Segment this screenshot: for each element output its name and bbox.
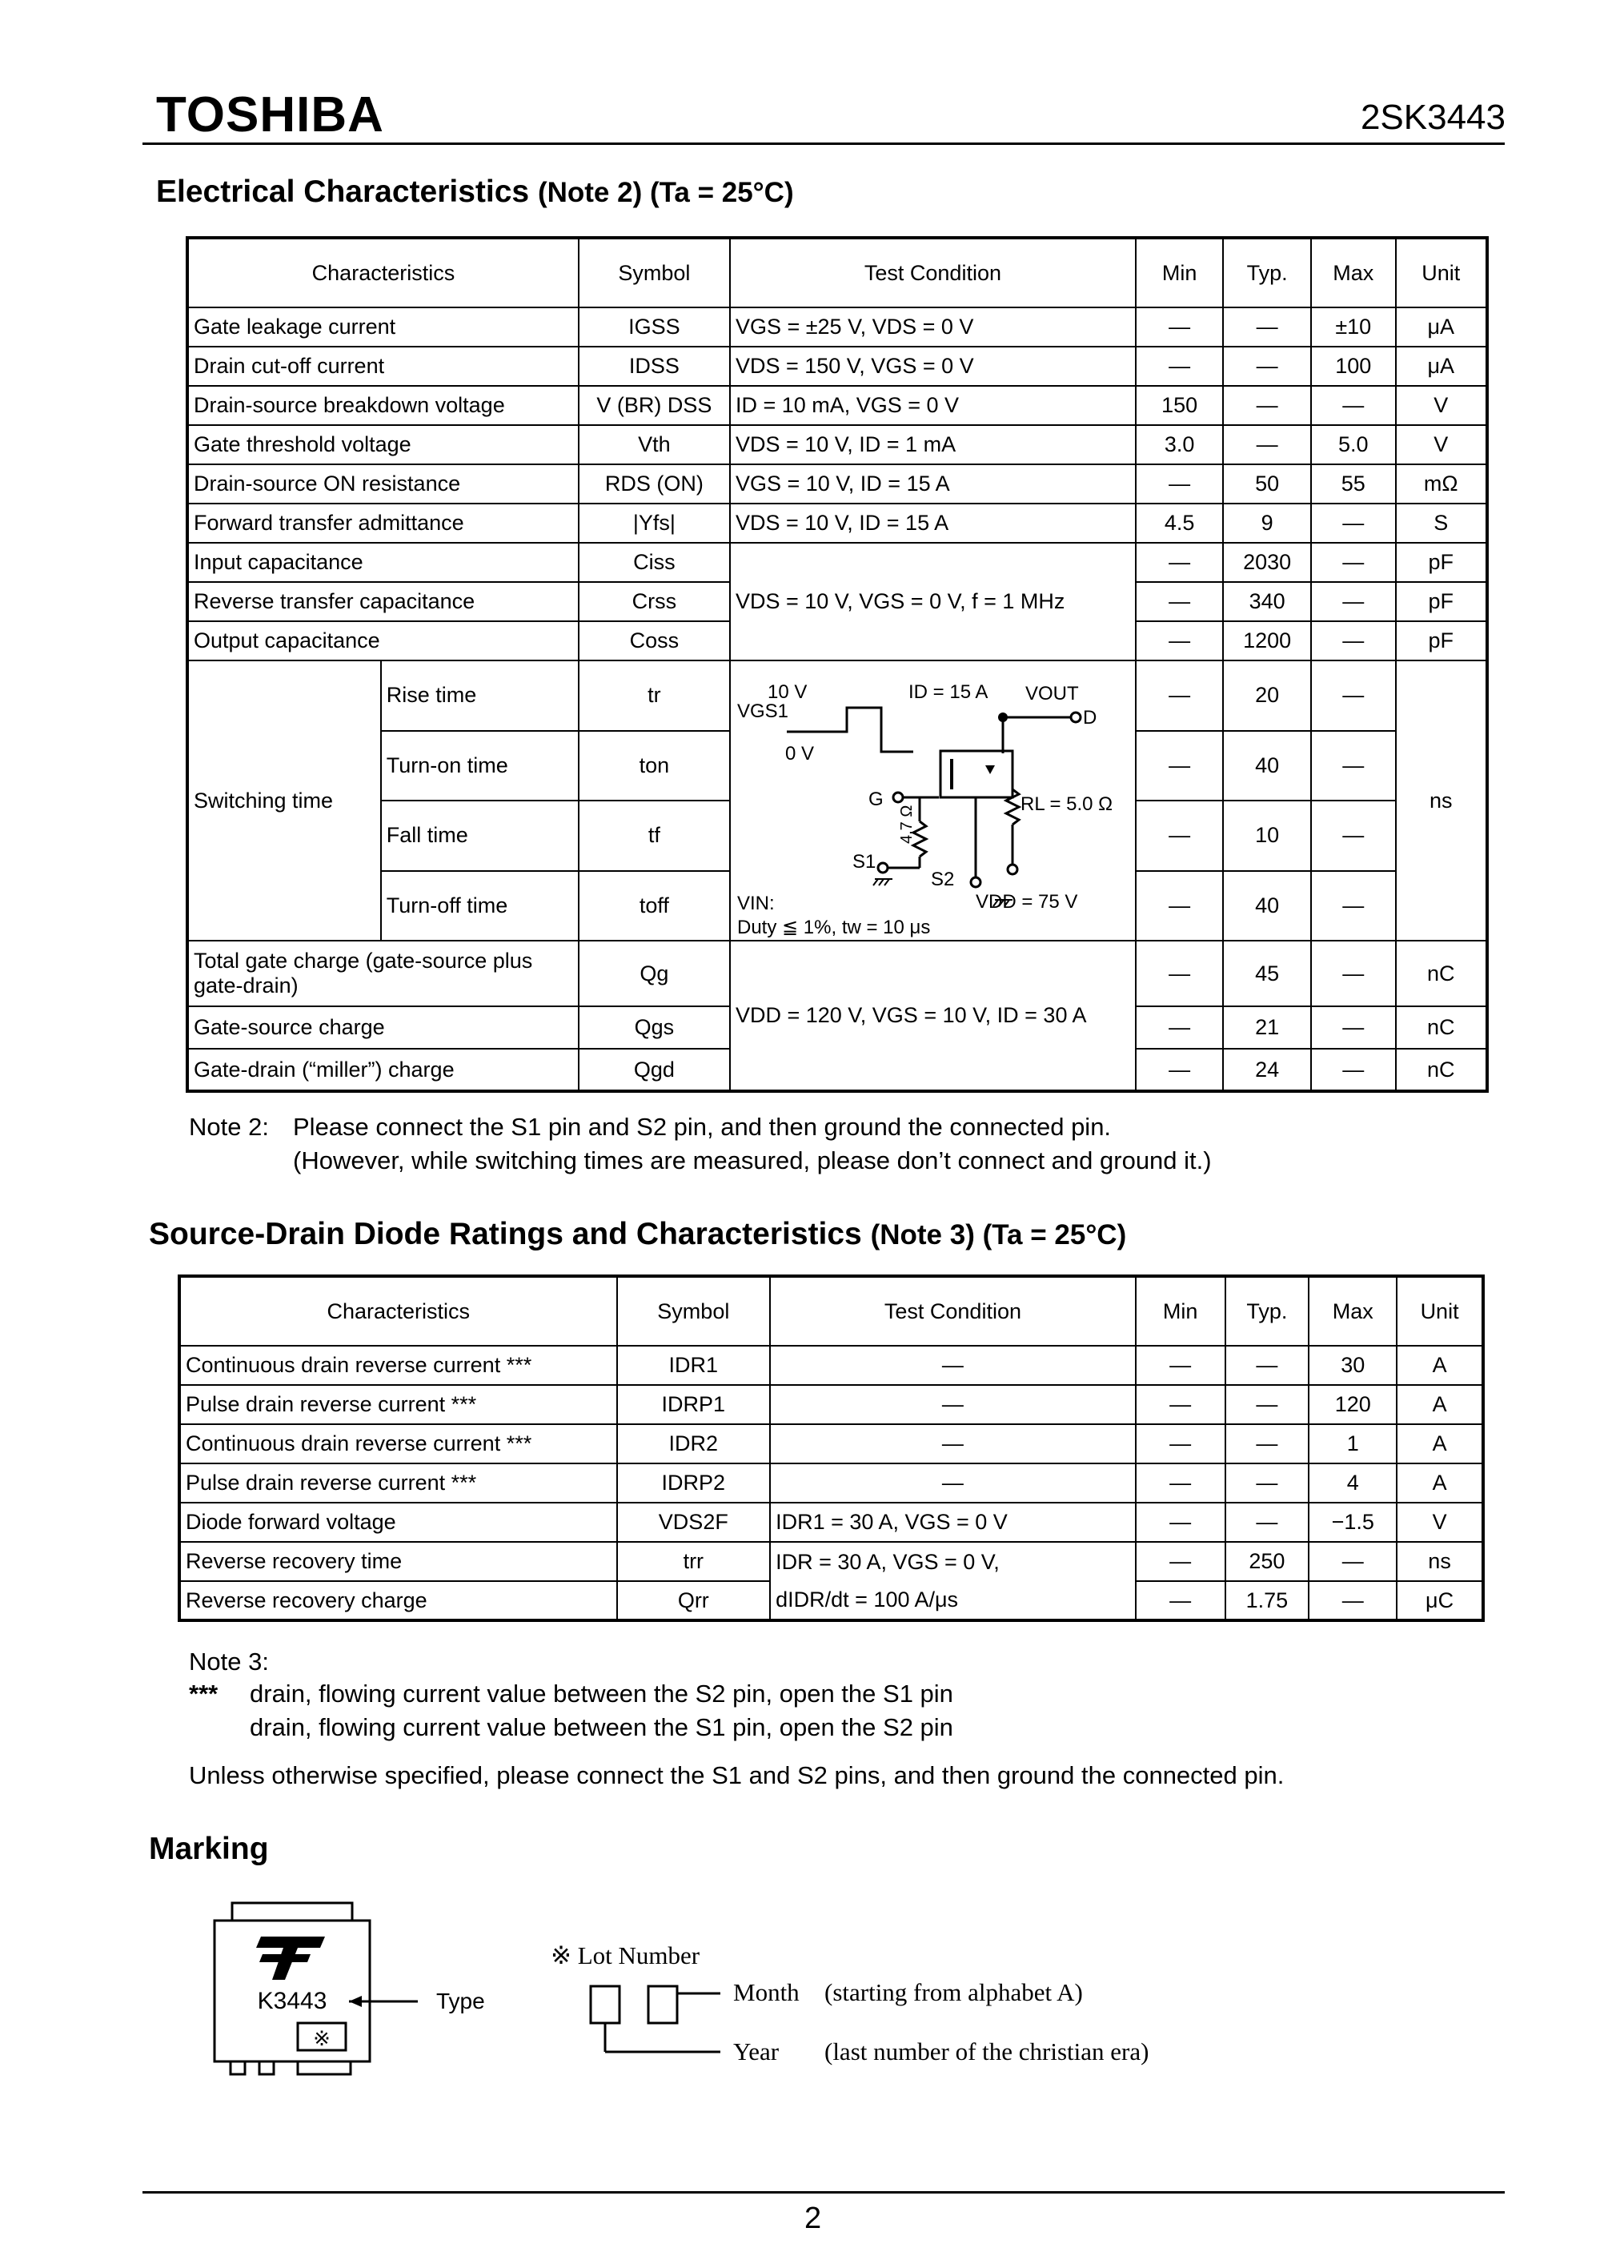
table-row bbox=[187, 307, 1487, 347]
vdd-label: VDD = 75 V bbox=[975, 891, 1078, 913]
header-rule bbox=[142, 143, 1505, 145]
footer-rule bbox=[142, 2191, 1505, 2194]
note3-line3: Unless otherwise specified, please connect the S1 and S2 pins, and then ground the connected pin. bbox=[189, 1761, 1285, 1789]
row-min: — bbox=[1136, 871, 1223, 941]
row-condition: — bbox=[770, 1385, 1136, 1424]
note3-label: Note 3: bbox=[189, 1648, 269, 1676]
year-digit-box bbox=[591, 1986, 620, 2023]
row-typ: — bbox=[1225, 1503, 1309, 1542]
charge-condition: VDD = 120 V, VGS = 10 V, ID = 30 A bbox=[730, 941, 1136, 1091]
page-number: 2 bbox=[804, 2202, 822, 2235]
row-max: 30 bbox=[1309, 1346, 1397, 1385]
year-description: (last number of the christian era) bbox=[824, 2037, 1149, 2065]
diode-th-min: Min bbox=[1136, 1276, 1225, 1346]
note2-line1: Please connect the S1 pin and S2 pin, and then ground the connected pin. bbox=[293, 1113, 1112, 1141]
row-max: — bbox=[1311, 621, 1396, 660]
row-name: Rise time bbox=[381, 660, 579, 731]
row-min: — bbox=[1136, 1006, 1223, 1049]
row-min: — bbox=[1136, 621, 1223, 660]
row-min: — bbox=[1136, 1542, 1225, 1581]
row-name: Gate threshold voltage bbox=[187, 425, 579, 464]
row-unit: ns bbox=[1397, 1542, 1483, 1581]
row-typ: — bbox=[1225, 1385, 1309, 1424]
table-row bbox=[179, 1581, 1483, 1620]
vgs1-label: VGS1 bbox=[736, 700, 788, 722]
row-typ: — bbox=[1223, 347, 1311, 386]
row-max: 55 bbox=[1311, 464, 1396, 504]
diode-table bbox=[178, 1274, 1485, 1622]
row-max: 1 bbox=[1309, 1424, 1397, 1463]
row-condition: IDR1 = 30 A, VGS = 0 V bbox=[770, 1503, 1136, 1542]
vout-terminal bbox=[1071, 713, 1081, 722]
row-unit: V bbox=[1396, 386, 1487, 425]
id-label: ID = 15 A bbox=[908, 681, 988, 703]
row-condition: — bbox=[770, 1346, 1136, 1385]
year-label: Year bbox=[733, 2037, 780, 2065]
diode-heading bbox=[149, 1217, 1126, 1252]
row-symbol: Coss bbox=[579, 621, 730, 660]
rr-condition-2: dIDR/dt = 100 A/μs bbox=[770, 1581, 1136, 1620]
elec-th-unit: Unit bbox=[1396, 238, 1487, 307]
row-name: Reverse recovery time bbox=[179, 1542, 617, 1581]
pulse-low-label: 0 V bbox=[784, 743, 814, 765]
elec-th-typ: Typ. bbox=[1223, 238, 1311, 307]
table-row bbox=[179, 1385, 1483, 1424]
row-symbol: Qgs bbox=[579, 1006, 730, 1049]
drain-node bbox=[998, 713, 1008, 722]
month-digit-box bbox=[648, 1986, 677, 2023]
row-max: −1.5 bbox=[1309, 1503, 1397, 1542]
toshiba-logo-icon bbox=[256, 1937, 325, 1980]
row-name: Output capacitance bbox=[187, 621, 579, 660]
row-max: — bbox=[1311, 731, 1396, 801]
table-row bbox=[187, 660, 1487, 731]
row-name: Turn-on time bbox=[381, 731, 579, 801]
row-condition: VDS = 150 V, VGS = 0 V bbox=[730, 347, 1136, 386]
month-label: Month bbox=[733, 1978, 800, 2006]
row-unit: μA bbox=[1396, 347, 1487, 386]
row-name: Gate-source charge bbox=[187, 1006, 579, 1049]
table-row bbox=[187, 464, 1487, 504]
row-name: Continuous drain reverse current *** bbox=[179, 1424, 617, 1463]
switching-label: Switching time bbox=[187, 660, 381, 941]
row-name: Drain-source ON resistance bbox=[187, 464, 579, 504]
row-unit: V bbox=[1396, 425, 1487, 464]
row-unit: A bbox=[1397, 1385, 1483, 1424]
row-name: Input capacitance bbox=[187, 543, 579, 582]
row-symbol: VDS2F bbox=[617, 1503, 771, 1542]
row-symbol: tr bbox=[579, 660, 730, 731]
row-condition: ID = 10 mA, VGS = 0 V bbox=[730, 386, 1136, 425]
note3-line1: drain, flowing current value between the S2 pin, open the S1 pin bbox=[250, 1680, 953, 1708]
row-symbol: IDRP2 bbox=[617, 1463, 771, 1503]
row-min: — bbox=[1136, 801, 1223, 871]
row-typ: 2030 bbox=[1223, 543, 1311, 582]
row-typ: 250 bbox=[1225, 1542, 1309, 1581]
row-typ: — bbox=[1223, 386, 1311, 425]
row-symbol: Qgd bbox=[579, 1049, 730, 1091]
cap-condition: VDS = 10 V, VGS = 0 V, f = 1 MHz bbox=[730, 543, 1136, 660]
row-name: Reverse transfer capacitance bbox=[187, 582, 579, 621]
row-symbol: Vth bbox=[579, 425, 730, 464]
row-typ: — bbox=[1223, 425, 1311, 464]
row-max: ±10 bbox=[1311, 307, 1396, 347]
row-max: 120 bbox=[1309, 1385, 1397, 1424]
row-symbol: RDS (ON) bbox=[579, 464, 730, 504]
table-row bbox=[187, 386, 1487, 425]
row-symbol: Qg bbox=[579, 941, 730, 1006]
s1-ground-icon bbox=[873, 879, 892, 885]
row-typ: — bbox=[1225, 1346, 1309, 1385]
row-name: Fall time bbox=[381, 801, 579, 871]
row-min: — bbox=[1136, 543, 1223, 582]
marking-title: Marking bbox=[149, 1832, 269, 1866]
row-min: — bbox=[1136, 660, 1223, 731]
row-min: — bbox=[1136, 1346, 1225, 1385]
note3-stars: *** bbox=[189, 1680, 219, 1708]
row-max: — bbox=[1311, 660, 1396, 731]
row-typ: 21 bbox=[1223, 1006, 1311, 1049]
table-row bbox=[179, 1424, 1483, 1463]
rg-label: 4.7 Ω bbox=[897, 805, 916, 844]
row-name: Reverse recovery charge bbox=[179, 1581, 617, 1620]
row-condition: VDS = 10 V, ID = 1 mA bbox=[730, 425, 1136, 464]
row-max: — bbox=[1311, 871, 1396, 941]
row-name: Turn-off time bbox=[381, 871, 579, 941]
row-condition: VGS = ±25 V, VDS = 0 V bbox=[730, 307, 1136, 347]
table-row bbox=[187, 941, 1487, 1006]
elec-header-row bbox=[187, 238, 1487, 307]
type-code: K3443 bbox=[257, 1988, 327, 2014]
part-number: 2SK3443 bbox=[1360, 98, 1506, 137]
row-min: 3.0 bbox=[1136, 425, 1223, 464]
row-condition: VGS = 10 V, ID = 15 A bbox=[730, 464, 1136, 504]
row-max: 4 bbox=[1309, 1463, 1397, 1503]
row-symbol: V (BR) DSS bbox=[579, 386, 730, 425]
row-min: — bbox=[1136, 347, 1223, 386]
row-max: — bbox=[1311, 801, 1396, 871]
package-lead bbox=[231, 2061, 245, 2074]
row-min: — bbox=[1136, 731, 1223, 801]
row-condition: VDS = 10 V, ID = 15 A bbox=[730, 504, 1136, 543]
note3-line2: drain, flowing current value between the S1 pin, open the S2 pin bbox=[250, 1713, 953, 1741]
row-typ: 1.75 bbox=[1225, 1581, 1309, 1620]
row-symbol: Crss bbox=[579, 582, 730, 621]
row-min: — bbox=[1136, 1049, 1223, 1091]
type-label: Type bbox=[436, 1989, 485, 2013]
row-typ: 10 bbox=[1223, 801, 1311, 871]
row-symbol: trr bbox=[617, 1542, 771, 1581]
diode-header-row bbox=[179, 1276, 1483, 1346]
row-name: Continuous drain reverse current *** bbox=[179, 1346, 617, 1385]
diode-th-symbol: Symbol bbox=[617, 1276, 771, 1346]
row-unit: S bbox=[1396, 504, 1487, 543]
row-unit: V bbox=[1397, 1503, 1483, 1542]
row-symbol: Qrr bbox=[617, 1581, 771, 1620]
marking-heading bbox=[149, 1832, 269, 1867]
row-typ: — bbox=[1223, 307, 1311, 347]
row-min: — bbox=[1136, 307, 1223, 347]
rl-label: RL = 5.0 Ω bbox=[1020, 793, 1113, 815]
row-unit: nC bbox=[1396, 941, 1487, 1006]
switching-circuit-cell bbox=[730, 660, 1136, 941]
elec-th-max: Max bbox=[1311, 238, 1396, 307]
row-max: — bbox=[1311, 504, 1396, 543]
s2-terminal bbox=[971, 877, 980, 887]
brand-logo: TOSHIBA bbox=[156, 87, 384, 143]
row-typ: — bbox=[1225, 1424, 1309, 1463]
table-row bbox=[187, 347, 1487, 386]
row-max: — bbox=[1311, 941, 1396, 1006]
row-name: Drain cut-off current bbox=[187, 347, 579, 386]
row-typ: — bbox=[1225, 1463, 1309, 1503]
row-symbol: |Yfs| bbox=[579, 504, 730, 543]
switching-unit: ns bbox=[1396, 660, 1487, 941]
lot-symbol: ※ bbox=[313, 2026, 331, 2050]
row-symbol: tf bbox=[579, 801, 730, 871]
row-max: — bbox=[1311, 582, 1396, 621]
vin-label: VIN: bbox=[736, 893, 775, 914]
pulse-high-label: 10 V bbox=[767, 681, 808, 703]
table-row bbox=[187, 543, 1487, 582]
package-tab bbox=[232, 1903, 352, 1921]
table-row bbox=[187, 504, 1487, 543]
row-max: — bbox=[1311, 1006, 1396, 1049]
vout-label: VOUT bbox=[1025, 683, 1079, 704]
row-name: Pulse drain reverse current *** bbox=[179, 1463, 617, 1503]
row-unit: nC bbox=[1396, 1006, 1487, 1049]
elec-th-symbol: Symbol bbox=[579, 238, 730, 307]
row-unit: μA bbox=[1396, 307, 1487, 347]
row-symbol: IDR1 bbox=[617, 1346, 771, 1385]
row-name: Forward transfer admittance bbox=[187, 504, 579, 543]
marking-diagram bbox=[208, 1901, 1249, 2101]
body-diode-icon bbox=[985, 765, 995, 774]
month-description: (starting from alphabet A) bbox=[824, 1978, 1083, 2006]
table-row bbox=[179, 1346, 1483, 1385]
diode-th-characteristics: Characteristics bbox=[179, 1276, 617, 1346]
s2-label: S2 bbox=[930, 869, 955, 890]
row-unit: A bbox=[1397, 1463, 1483, 1503]
row-typ: 40 bbox=[1223, 871, 1311, 941]
row-symbol: IDR2 bbox=[617, 1424, 771, 1463]
diode-th-condition: Test Condition bbox=[770, 1276, 1136, 1346]
row-name: Drain-source breakdown voltage bbox=[187, 386, 579, 425]
row-name: Pulse drain reverse current *** bbox=[179, 1385, 617, 1424]
table-row bbox=[179, 1542, 1483, 1581]
row-symbol: IGSS bbox=[579, 307, 730, 347]
row-symbol: toff bbox=[579, 871, 730, 941]
elec-title: Electrical Characteristics bbox=[156, 175, 530, 209]
row-typ: 340 bbox=[1223, 582, 1311, 621]
note2-line2: (However, while switching times are measured, please don’t connect and ground it.) bbox=[293, 1146, 1212, 1174]
vdd-terminal bbox=[1008, 865, 1017, 874]
row-typ: 20 bbox=[1223, 660, 1311, 731]
row-typ: 1200 bbox=[1223, 621, 1311, 660]
table-row bbox=[179, 1503, 1483, 1542]
package-lead bbox=[298, 2061, 351, 2074]
row-min: — bbox=[1136, 464, 1223, 504]
diode-th-unit: Unit bbox=[1397, 1276, 1483, 1346]
row-condition: — bbox=[770, 1463, 1136, 1503]
elec-th-min: Min bbox=[1136, 238, 1223, 307]
row-unit: pF bbox=[1396, 543, 1487, 582]
row-symbol: ton bbox=[579, 731, 730, 801]
diode-th-typ: Typ. bbox=[1225, 1276, 1309, 1346]
elec-th-condition: Test Condition bbox=[730, 238, 1136, 307]
row-min: — bbox=[1136, 1581, 1225, 1620]
row-max: — bbox=[1309, 1542, 1397, 1581]
row-name: Gate-drain (“miller”) charge bbox=[187, 1049, 579, 1091]
elec-note-ref: (Note 2) (Ta = 25°C) bbox=[537, 177, 794, 208]
s1-label: S1 bbox=[852, 851, 876, 873]
row-unit: A bbox=[1397, 1346, 1483, 1385]
arrow-head-icon bbox=[349, 1996, 362, 2007]
row-unit: mΩ bbox=[1396, 464, 1487, 504]
diode-title: Source-Drain Diode Ratings and Characteristics bbox=[149, 1217, 862, 1251]
row-typ: 40 bbox=[1223, 731, 1311, 801]
elec-table bbox=[186, 236, 1489, 1093]
row-max: — bbox=[1311, 543, 1396, 582]
row-min: 150 bbox=[1136, 386, 1223, 425]
row-min: — bbox=[1136, 1424, 1225, 1463]
row-unit: pF bbox=[1396, 582, 1487, 621]
row-typ: 9 bbox=[1223, 504, 1311, 543]
row-typ: 24 bbox=[1223, 1049, 1311, 1091]
gate-label: G bbox=[868, 789, 884, 810]
row-max: — bbox=[1309, 1581, 1397, 1620]
diode-note-ref: (Note 3) (Ta = 25°C) bbox=[870, 1219, 1127, 1250]
row-min: 4.5 bbox=[1136, 504, 1223, 543]
elec-heading bbox=[156, 175, 794, 210]
row-min: — bbox=[1136, 1463, 1225, 1503]
s1-terminal bbox=[878, 863, 888, 873]
row-max: 100 bbox=[1311, 347, 1396, 386]
row-name: Total gate charge (gate-source plus gate-drain) bbox=[187, 941, 579, 1006]
elec-th-characteristics: Characteristics bbox=[187, 238, 579, 307]
row-max: — bbox=[1311, 1049, 1396, 1091]
row-unit: A bbox=[1397, 1424, 1483, 1463]
row-symbol: IDRP1 bbox=[617, 1385, 771, 1424]
lot-number-label: ※ Lot Number bbox=[551, 1941, 700, 1969]
row-symbol: IDSS bbox=[579, 347, 730, 386]
row-min: — bbox=[1136, 1385, 1225, 1424]
row-unit: pF bbox=[1396, 621, 1487, 660]
row-typ: 50 bbox=[1223, 464, 1311, 504]
row-min: — bbox=[1136, 941, 1223, 1006]
row-unit: μC bbox=[1397, 1581, 1483, 1620]
switching-test-circuit bbox=[731, 661, 1135, 940]
row-max: — bbox=[1311, 386, 1396, 425]
row-typ: 45 bbox=[1223, 941, 1311, 1006]
package-lead bbox=[259, 2061, 274, 2074]
diode-th-max: Max bbox=[1309, 1276, 1397, 1346]
row-condition: — bbox=[770, 1424, 1136, 1463]
row-min: — bbox=[1136, 582, 1223, 621]
rr-condition-1: IDR = 30 A, VGS = 0 V, bbox=[770, 1542, 1136, 1581]
row-unit: nC bbox=[1396, 1049, 1487, 1091]
row-name: Gate leakage current bbox=[187, 307, 579, 347]
row-min: — bbox=[1136, 1503, 1225, 1542]
gate-terminal bbox=[893, 793, 903, 802]
row-symbol: Ciss bbox=[579, 543, 730, 582]
row-max: 5.0 bbox=[1311, 425, 1396, 464]
duty-label: Duty ≦ 1%, tw = 10 μs bbox=[736, 917, 931, 938]
table-row bbox=[179, 1463, 1483, 1503]
row-name: Diode forward voltage bbox=[179, 1503, 617, 1542]
drain-label: D bbox=[1082, 707, 1097, 729]
note2-label: Note 2: bbox=[189, 1113, 269, 1141]
table-row bbox=[187, 425, 1487, 464]
